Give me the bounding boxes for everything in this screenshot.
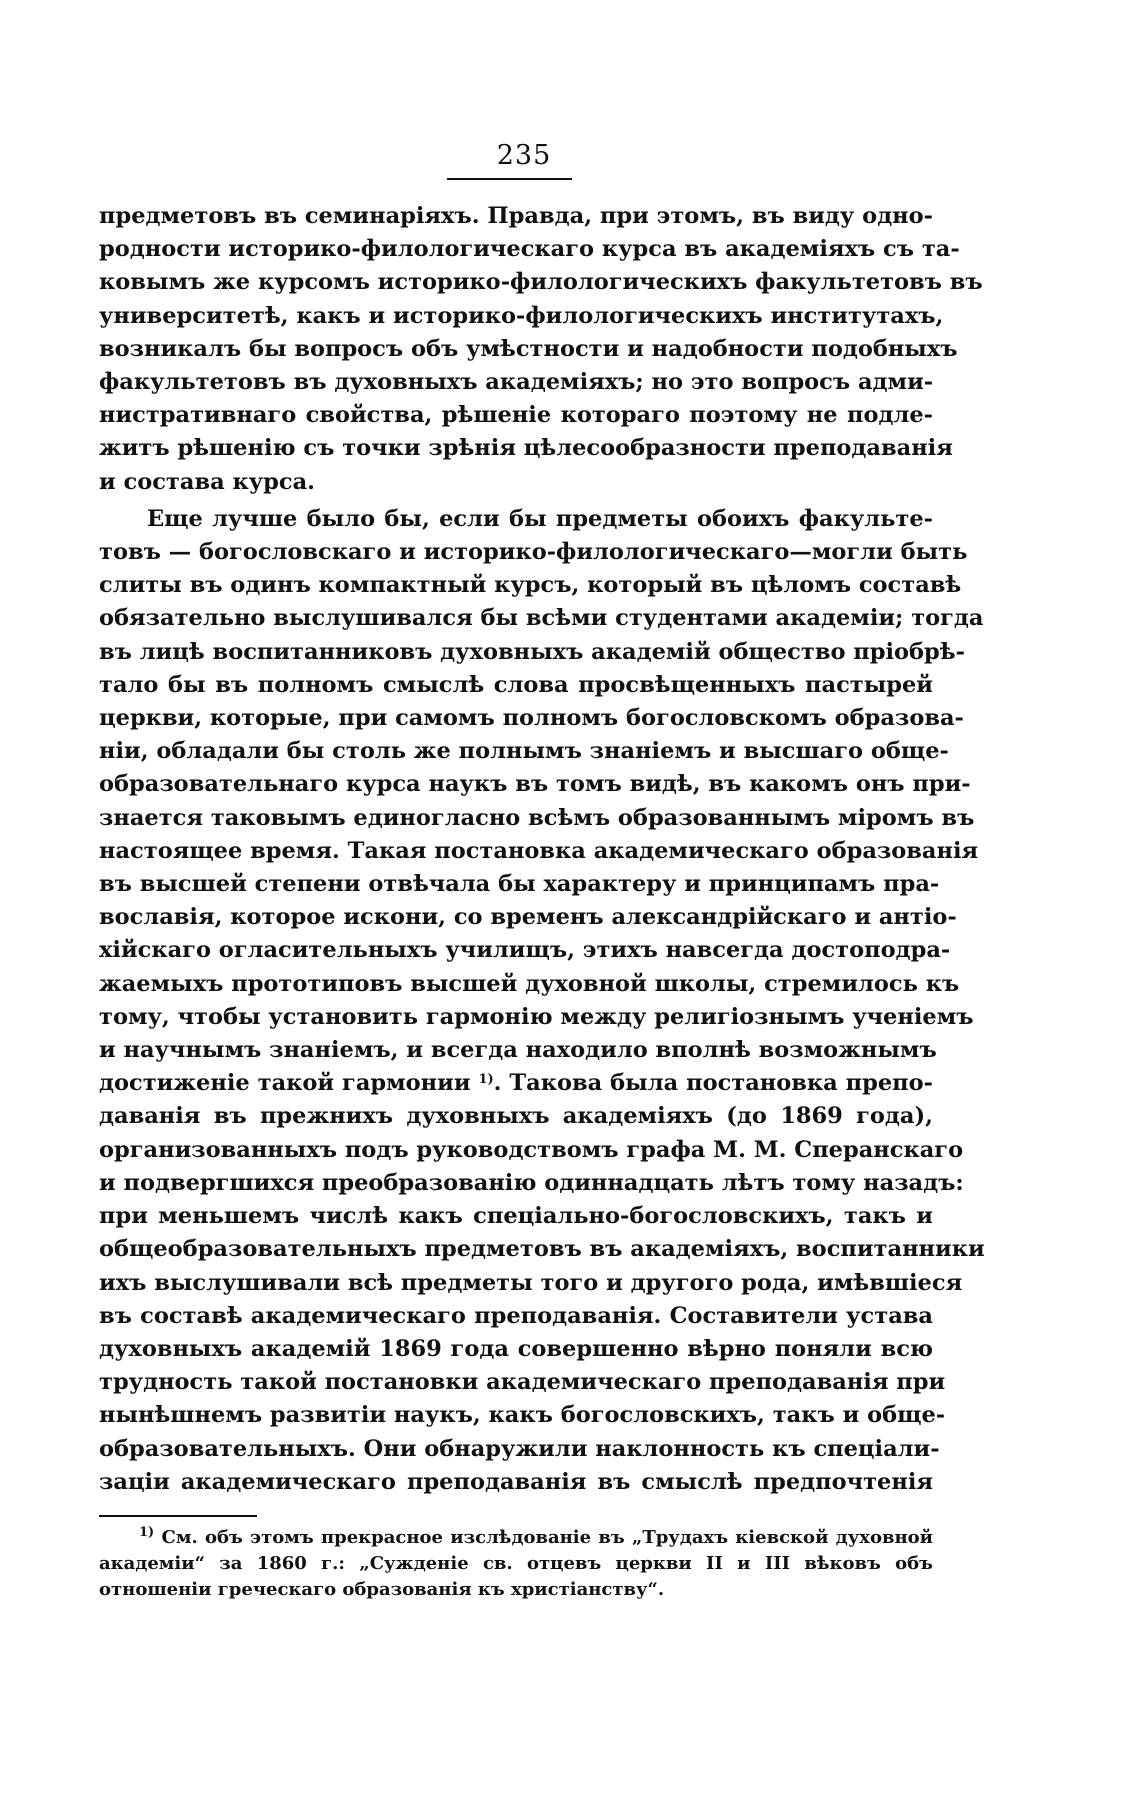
paragraph-2 bbox=[99, 503, 985, 1499]
footnote-separator bbox=[99, 1515, 257, 1517]
text-line: даванія въ прежнихъ духовныхъ академіяхъ (до 1869 года), bbox=[99, 1103, 933, 1130]
text-line: ніи, обладали бы столь же полнымъ знаніемъ и высшаго обще- bbox=[99, 738, 949, 765]
text-line: ихъ выслушивали всѣ предметы того и другого рода, имѣвшіеся bbox=[99, 1269, 963, 1296]
text-line: образовательныхъ. Они обнаружили наклонность къ спеціали- bbox=[99, 1435, 940, 1462]
footnote-marker: 1) bbox=[139, 1524, 155, 1540]
book-page bbox=[99, 140, 985, 1603]
text-line: жаемыхъ прототиповъ высшей духовной школы, стремилось къ bbox=[99, 970, 960, 997]
text-line: и состава курса. bbox=[99, 468, 315, 495]
text-line: духовныхъ академій 1869 года совершенно вѣрно поняли всю bbox=[99, 1335, 933, 1362]
text-line: церкви, которые, при самомъ полномъ богословскомъ образова- bbox=[99, 705, 964, 732]
text-line: въ составѣ академическаго преподаванія. Составители устава bbox=[99, 1302, 933, 1329]
text-line: знается таковымъ единогласно всѣмъ образованнымъ міромъ въ bbox=[99, 804, 975, 831]
text-line: трудность такой постановки академическаго преподаванія при bbox=[99, 1369, 946, 1396]
text-line: возникалъ бы вопросъ объ умѣстности и надобности подобныхъ bbox=[99, 335, 958, 362]
text-line: при меньшемъ числѣ какъ спеціально-богословскихъ, такъ и bbox=[99, 1203, 933, 1230]
text-line: родности историко-филологическаго курса въ академіяхъ съ та- bbox=[99, 236, 960, 263]
text-segment: достиженіе такой гармонии bbox=[99, 1070, 479, 1097]
text-line: предметовъ въ семинаріяхъ. Правда, при этомъ, въ виду одно- bbox=[99, 203, 933, 229]
page-number: 235 bbox=[496, 140, 552, 171]
text-line: слиты въ одинъ компактный курсъ, который въ цѣломъ составѣ bbox=[99, 572, 962, 599]
paragraph-1 bbox=[99, 200, 983, 499]
text-line: въ лицѣ воспитанниковъ духовныхъ академій общество пріобрѣ- bbox=[99, 638, 965, 665]
text-line: университетѣ, какъ и историко-филологическихъ институтахъ, bbox=[99, 302, 944, 329]
text-line: ковымъ же курсомъ историко-филологическихъ факультетовъ въ bbox=[99, 269, 983, 296]
text-line: организованныхъ подъ руководствомъ графа М. М. Сперанскаго bbox=[99, 1136, 964, 1163]
text-line: тому, чтобы установить гармонію между религіознымъ ученіемъ bbox=[99, 1003, 974, 1030]
footnote bbox=[99, 1525, 933, 1603]
footnote-reference[interactable]: 1) bbox=[478, 1072, 494, 1088]
text-line: заціи академическаго преподаванія въ смыслѣ предпочтенія bbox=[99, 1468, 933, 1495]
body-text bbox=[99, 200, 985, 1499]
text-line: обязательно выслушивался бы всѣми студентами академіи; тогда bbox=[99, 605, 984, 632]
text-segment: . Такова была постановка препо- bbox=[493, 1070, 933, 1097]
text-line-with-footnote bbox=[99, 1067, 933, 1100]
text-line: въ высшей степени отвѣчала бы характеру и принципамъ пра- bbox=[99, 871, 940, 898]
text-line: и подвергшихся преобразованію одиннадцать лѣтъ тому назадъ: bbox=[99, 1169, 964, 1196]
text-line: нынѣшнемъ развитіи наукъ, какъ богословскихъ, такъ и обще- bbox=[99, 1402, 946, 1429]
text-line: настоящее время. Такая постановка академическаго образованія bbox=[99, 837, 979, 864]
text-line: вославія, которое искони, со временъ александрійскаго и антіо- bbox=[99, 904, 957, 931]
text-line: и научнымъ знаніемъ, и всегда находило вполнѣ возможнымъ bbox=[99, 1037, 937, 1064]
text-line: образовательнаго курса наукъ въ томъ видѣ, въ какомъ онъ при- bbox=[99, 771, 971, 798]
text-line: тало бы въ полномъ смыслѣ слова просвѣщенныхъ пастырей bbox=[99, 671, 933, 698]
text-line: Еще лучше было бы, если бы предметы обоихъ факульте- bbox=[147, 505, 933, 532]
text-line: житъ рѣшенію съ точки зрѣнія цѣлесообразности преподаванія bbox=[99, 435, 953, 462]
page-number-rule bbox=[447, 178, 572, 180]
text-line: хійскаго огласительныхъ училищъ, этихъ навсегда достоподра- bbox=[99, 937, 951, 964]
text-line: товъ — богословскаго и историко-филологическаго—могли быть bbox=[99, 539, 968, 566]
text-line: нистративнаго свойства, рѣшеніе котораго поэтому не подле- bbox=[99, 402, 933, 429]
text-line: факультетовъ въ духовныхъ академіяхъ; но это вопросъ адми- bbox=[99, 369, 934, 396]
text-line: общеобразовательныхъ предметовъ въ академіяхъ, воспитанники bbox=[99, 1236, 985, 1263]
footnote-text: См. объ этомъ прекрасное изслѣдованіе въ „Трудахъ кіевской духовной академіи“ за 1860 г.: „Сужденіе св. отцевъ церкви II и III вѣковъ объ отношеніи греческаго образованія къ христіанству“. bbox=[99, 1526, 933, 1600]
